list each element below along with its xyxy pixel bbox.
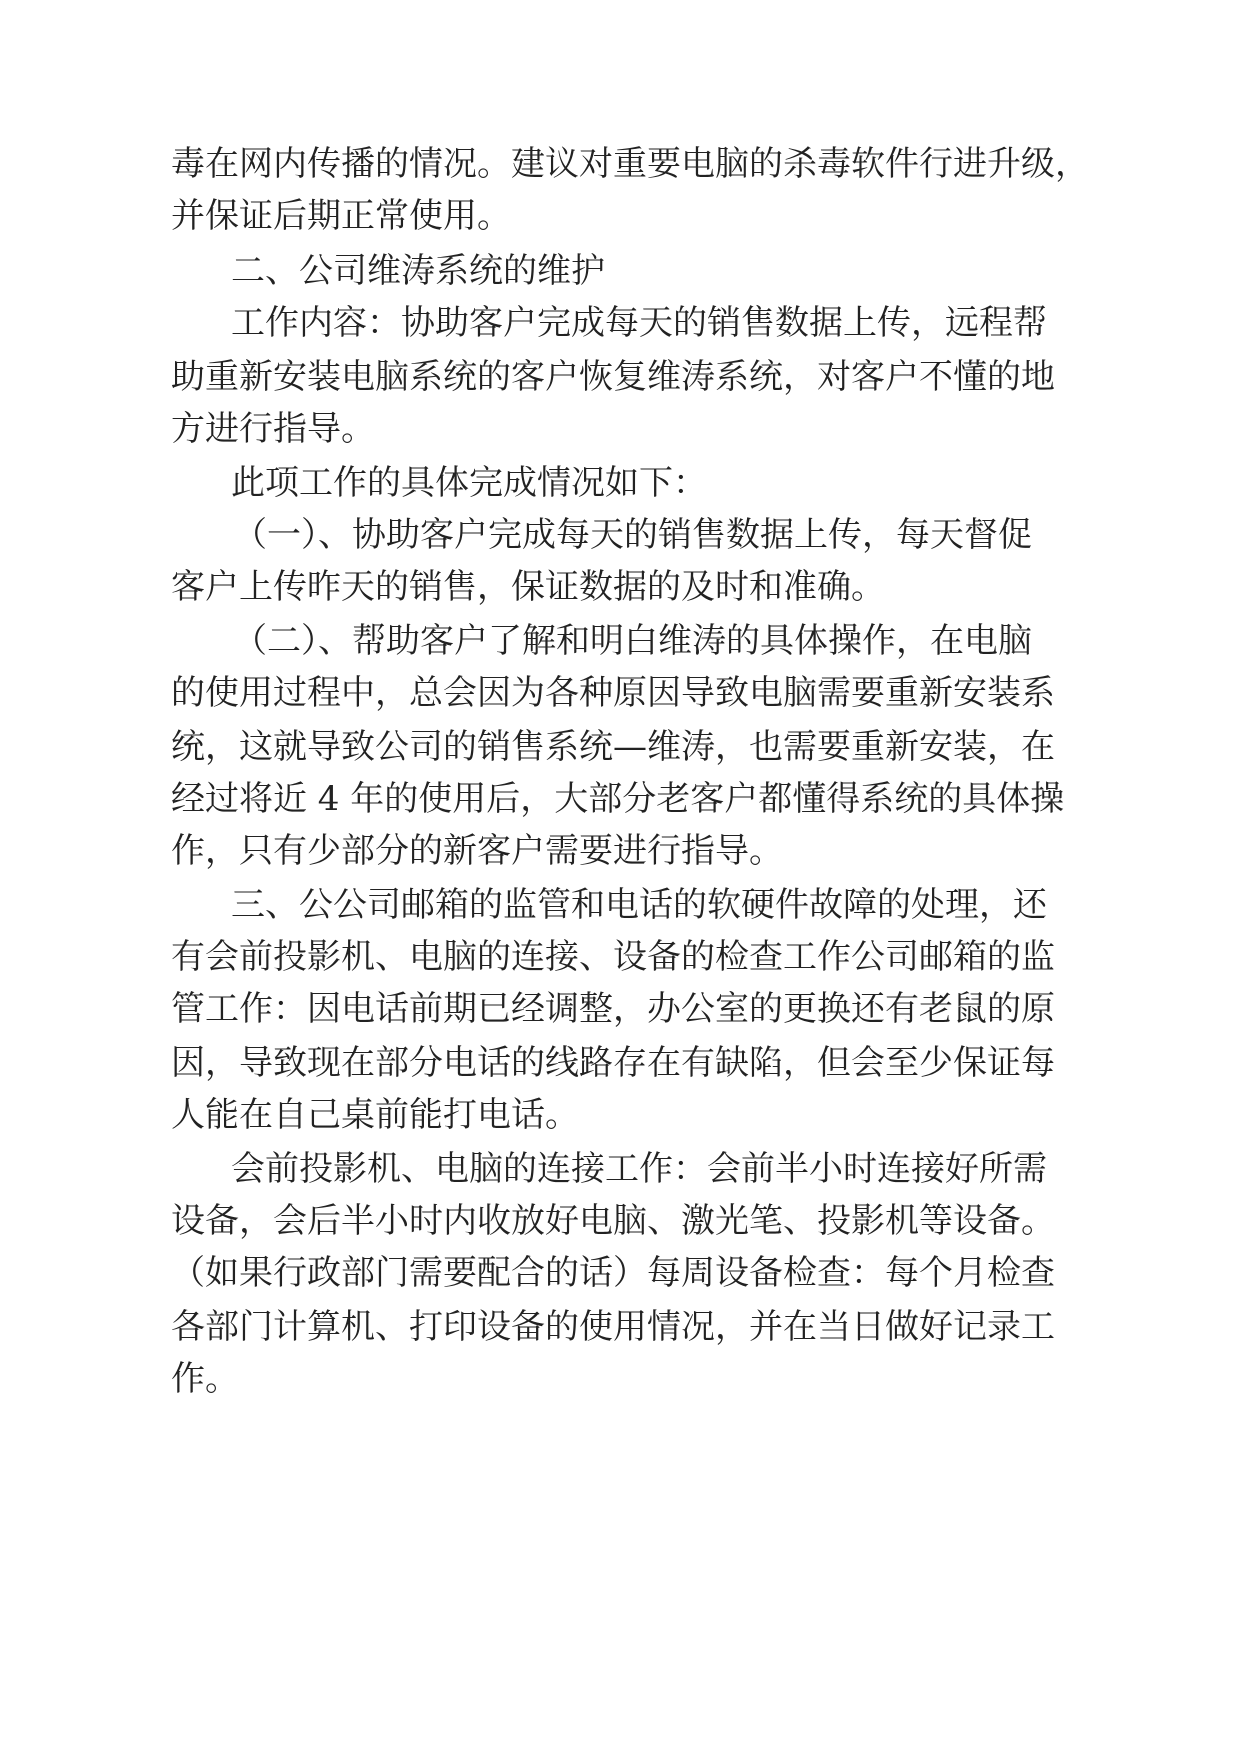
text-line: 人能在自己桌前能打电话。 (171, 1095, 579, 1135)
text-line: 并保证后期正常使用。 (171, 196, 511, 236)
section-heading: 三、公公司邮箱的监管和电话的软硬件故障的处理，还 (231, 885, 1047, 925)
text-line: 经过将近 4 年的使用后，大部分老客户都懂得系统的具体操 (171, 779, 1065, 819)
text-line: 因，导致现在部分电话的线路存在有缺陷，但会至少保证每 (171, 1043, 1055, 1083)
text-line: 作。 (171, 1359, 239, 1399)
text-line: 客户上传昨天的销售，保证数据的及时和准确。 (171, 567, 885, 607)
text-line: 各部门计算机、打印设备的使用情况，并在当日做好记录工 (171, 1307, 1055, 1347)
text-line: 助重新安装电脑系统的客户恢复维涛系统，对客户不懂的地 (171, 357, 1055, 397)
section-heading: 二、公司维涛系统的维护 (231, 251, 605, 291)
text-line: （二）、帮助客户了解和明白维涛的具体操作，在电脑 (233, 621, 1032, 661)
text-line: 此项工作的具体完成情况如下： (231, 463, 707, 503)
text-line: 方进行指导。 (171, 409, 375, 449)
text-line: 有会前投影机、电脑的连接、设备的检查工作公司邮箱的监 (171, 937, 1055, 977)
text-line: 管工作：因电话前期已经调整，办公室的更换还有老鼠的原 (171, 989, 1055, 1029)
text-line: 统，这就导致公司的销售系统—维涛，也需要重新安装，在 (171, 727, 1055, 767)
text-line: 工作内容：协助客户完成每天的销售数据上传，远程帮 (231, 303, 1047, 343)
text-line: 作，只有少部分的新客户需要进行指导。 (171, 831, 783, 871)
text-line: 的使用过程中，总会因为各种原因导致电脑需要重新安装系 (171, 673, 1055, 713)
text-line: （如果行政部门需要配合的话）每周设备检查：每个月检查 (171, 1253, 1055, 1293)
text-line: 设备，会后半小时内收放好电脑、激光笔、投影机等设备。 (171, 1201, 1055, 1241)
text-line: （一）、协助客户完成每天的销售数据上传，每天督促 (233, 515, 1032, 555)
text-line: 会前投影机、电脑的连接工作：会前半小时连接好所需 (231, 1149, 1047, 1189)
text-line: 毒在网内传播的情况。建议对重要电脑的杀毒软件行进升级， (171, 144, 1089, 184)
